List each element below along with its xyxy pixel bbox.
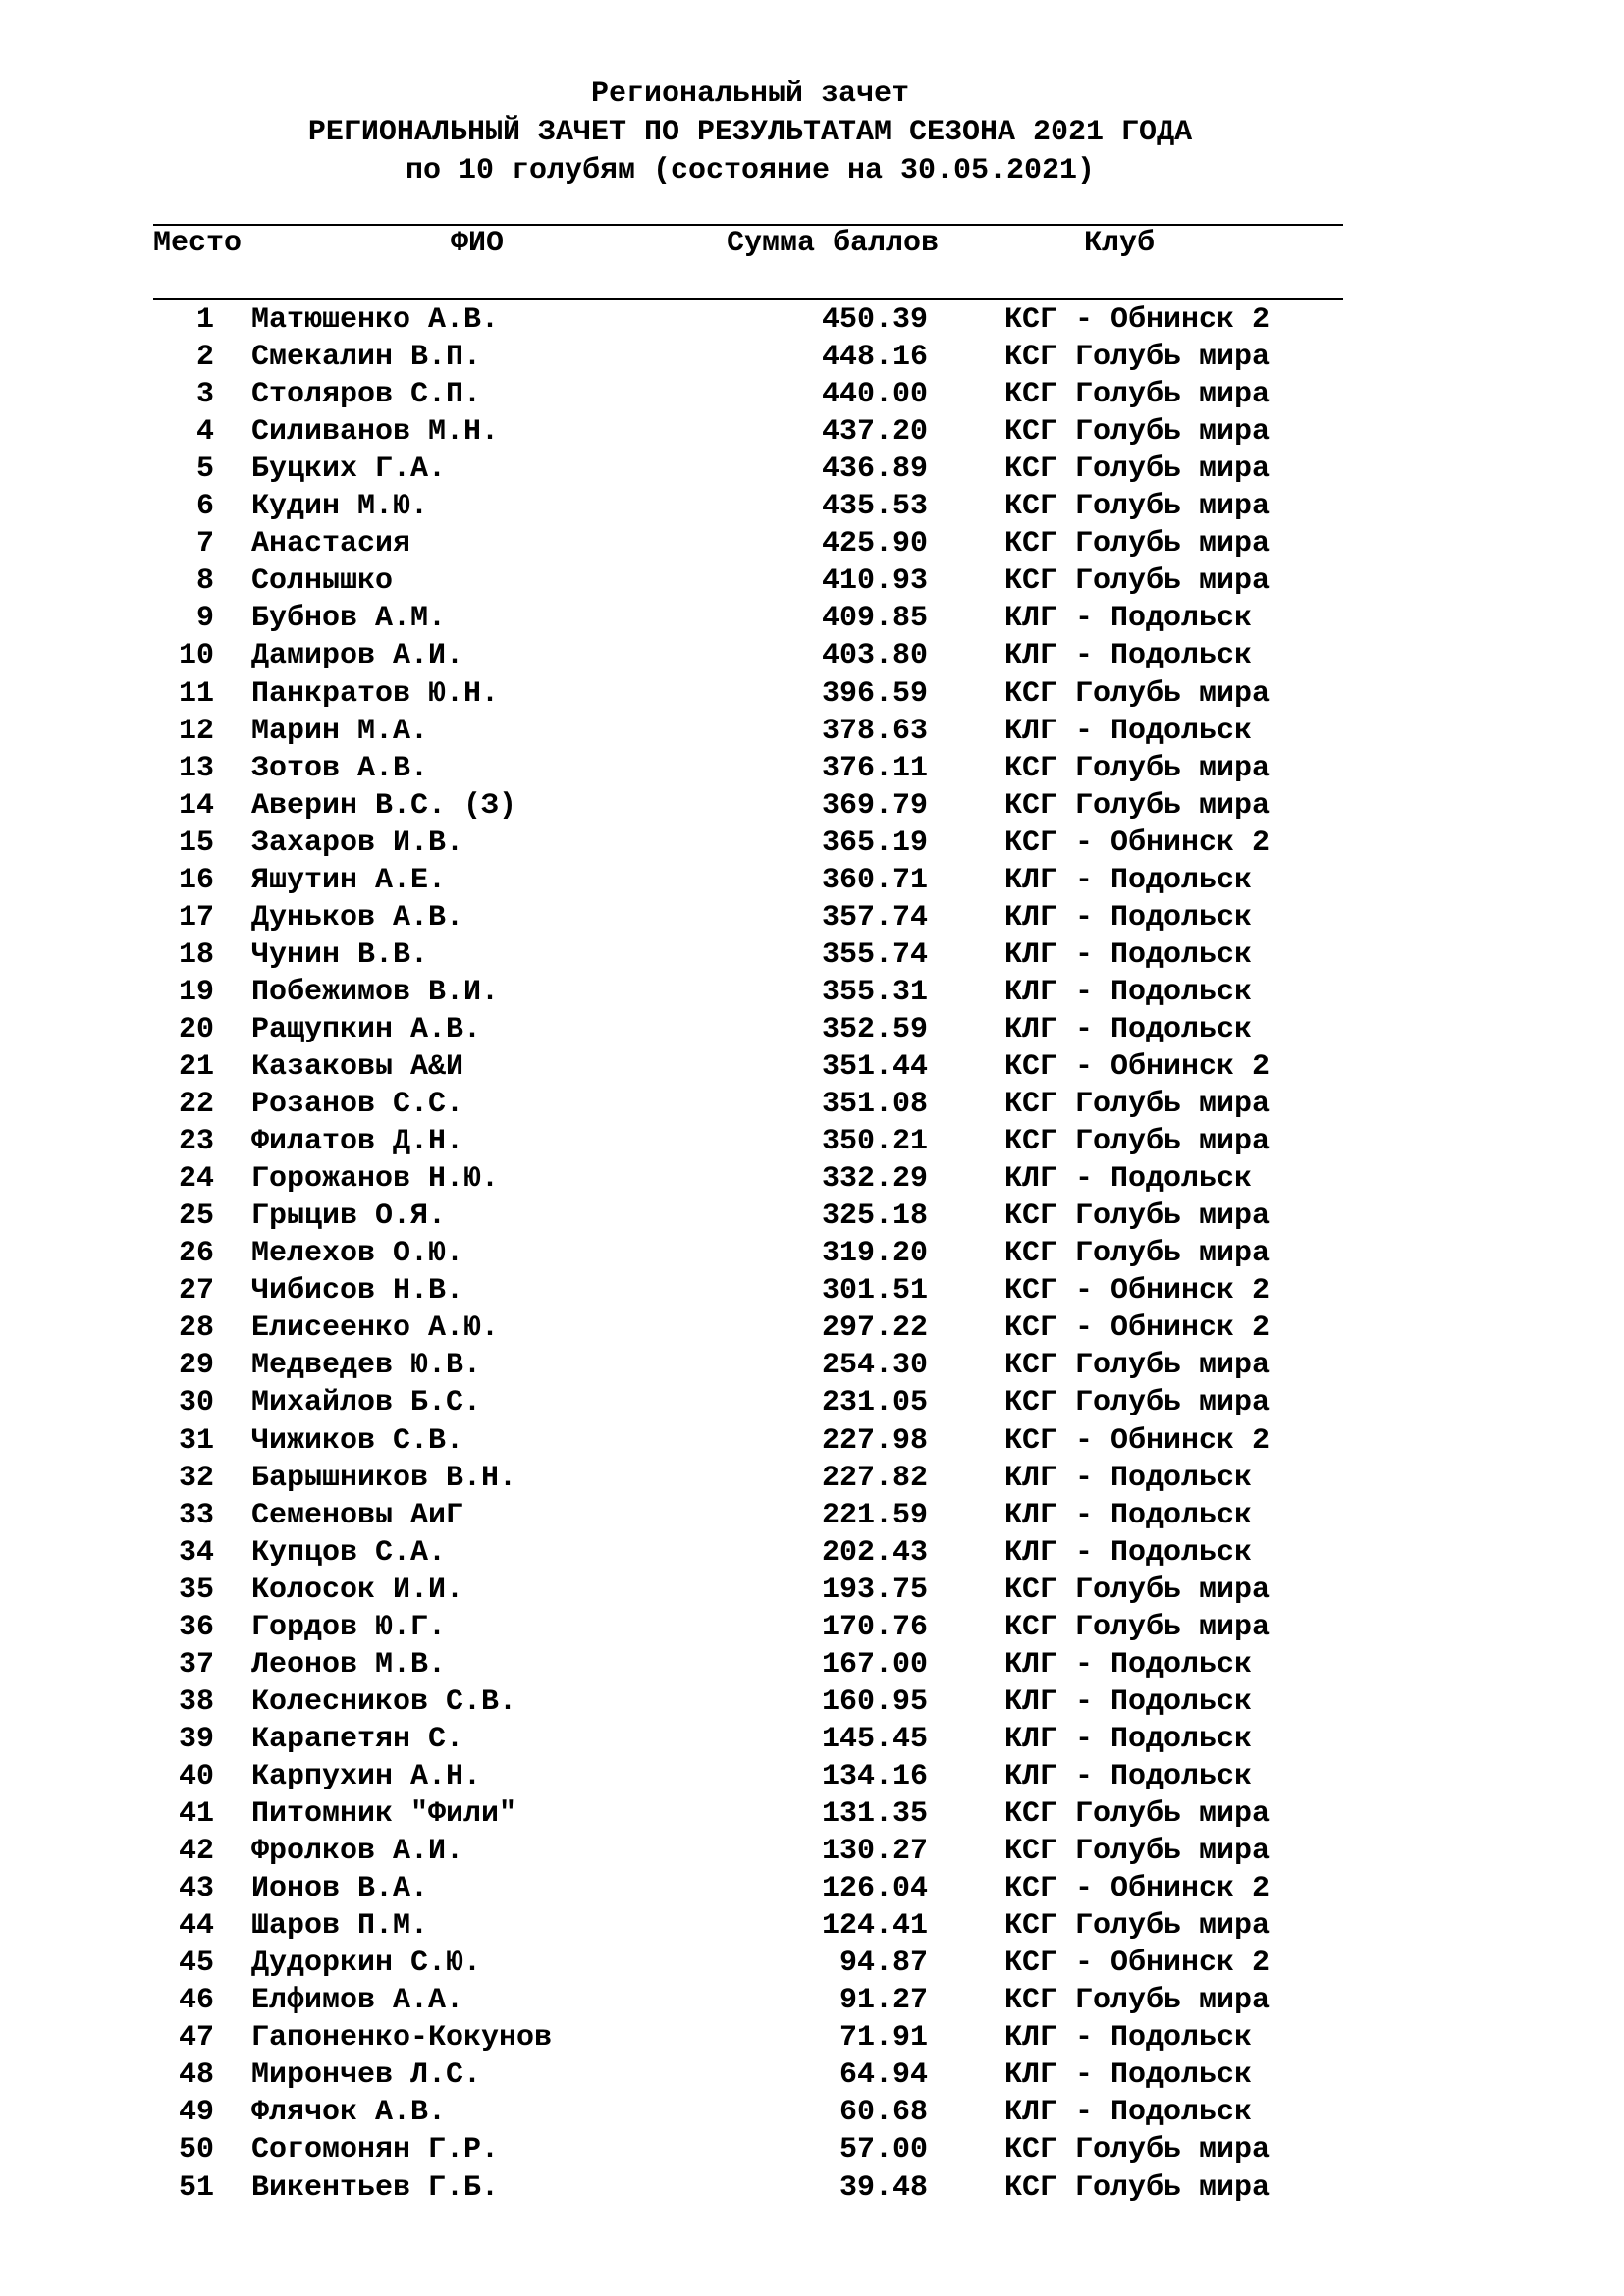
row-name: Согомонян Г.Р. (251, 2133, 500, 2167)
row-score: 231.05 (821, 1386, 928, 1420)
table-row (0, 2169, 1624, 2207)
header-bottom-rule (153, 298, 1343, 300)
table-row (0, 1086, 1624, 1123)
row-place: 50 (178, 2133, 214, 2167)
row-club: КСГ Голубь мира (1004, 1349, 1271, 1383)
row-club: КСГ - Обнинск 2 (1004, 1050, 1271, 1084)
row-name: Медведев Ю.В. (251, 1349, 482, 1383)
row-club: КСГ Голубь мира (1004, 1237, 1271, 1271)
row-place: 15 (178, 826, 214, 860)
row-score: 221.59 (821, 1498, 928, 1532)
row-club: КСГ Голубь мира (1004, 1200, 1271, 1234)
row-place: 28 (178, 1311, 214, 1346)
row-name: Буцких Г.А. (251, 453, 447, 487)
row-club: КСГ - Обнинск 2 (1004, 1423, 1271, 1458)
row-club: КСГ Голубь мира (1004, 378, 1271, 412)
row-name: Колосок И.И. (251, 1573, 464, 1607)
row-score: 130.27 (821, 1835, 928, 1869)
table-row (0, 1011, 1624, 1048)
row-place: 49 (178, 2096, 214, 2130)
row-club: КЛГ - Подольск (1004, 639, 1253, 673)
row-name: Михайлов Б.С. (251, 1386, 482, 1420)
row-score: 437.20 (821, 415, 928, 450)
row-club: КСГ - Обнинск 2 (1004, 1872, 1271, 1906)
row-place: 46 (178, 1984, 214, 2018)
row-name: Анастасия (251, 527, 411, 561)
row-score: 227.98 (821, 1423, 928, 1458)
row-club: КЛГ - Подольск (1004, 863, 1253, 897)
row-name: Зотов А.В. (251, 751, 429, 785)
row-club: КЛГ - Подольск (1004, 1162, 1253, 1197)
row-score: 160.95 (821, 1684, 928, 1719)
row-club: КСГ Голубь мира (1004, 1909, 1271, 1944)
row-score: 167.00 (821, 1647, 928, 1682)
table-row (0, 1347, 1624, 1384)
row-name: Грыцив О.Я. (251, 1200, 447, 1234)
row-score: 131.35 (821, 1797, 928, 1831)
table-row (0, 413, 1624, 451)
row-name: Викентьев Г.Б. (251, 2170, 500, 2205)
row-name: Чибисов Н.В. (251, 1274, 464, 1308)
row-place: 10 (178, 639, 214, 673)
row-club: КСГ Голубь мира (1004, 1386, 1271, 1420)
row-score: 435.53 (821, 490, 928, 524)
row-place: 45 (178, 1947, 214, 1981)
row-name: Елисеенко А.Ю. (251, 1311, 500, 1346)
row-score: 355.74 (821, 937, 928, 972)
row-club: КСГ Голубь мира (1004, 2133, 1271, 2167)
row-name: Ращупкин А.В. (251, 1012, 482, 1046)
row-club: КЛГ - Подольск (1004, 602, 1253, 636)
row-score: 448.16 (821, 341, 928, 375)
table-row (0, 1870, 1624, 1907)
row-name: Карапетян С. (251, 1722, 464, 1756)
table-row (0, 1982, 1624, 2019)
row-score: 378.63 (821, 714, 928, 748)
row-name: Чунин В.В. (251, 937, 429, 972)
row-club: КСГ Голубь мира (1004, 341, 1271, 375)
table-row (0, 1048, 1624, 1086)
row-score: 357.74 (821, 900, 928, 934)
table-row (0, 750, 1624, 787)
row-name: Столяров С.П. (251, 378, 482, 412)
row-score: 64.94 (839, 2058, 928, 2093)
table-row (0, 936, 1624, 974)
table-row (0, 1572, 1624, 1609)
table-row (0, 1160, 1624, 1198)
row-place: 36 (178, 1610, 214, 1644)
table-row (0, 1309, 1624, 1347)
table-row (0, 1609, 1624, 1646)
row-score: 60.68 (839, 2096, 928, 2130)
row-name: Марин М.А. (251, 714, 429, 748)
table-row (0, 525, 1624, 562)
row-score: 352.59 (821, 1012, 928, 1046)
row-name: Кудин М.Ю. (251, 490, 429, 524)
row-score: 410.93 (821, 564, 928, 599)
row-score: 297.22 (821, 1311, 928, 1346)
row-place: 9 (195, 602, 214, 636)
row-score: 57.00 (839, 2133, 928, 2167)
table-row (0, 1907, 1624, 1945)
row-name: Флячок А.В. (251, 2096, 447, 2130)
row-name: Побежимов В.И. (251, 975, 500, 1009)
row-club: КСГ Голубь мира (1004, 676, 1271, 711)
row-name: Силиванов М.Н. (251, 415, 500, 450)
row-score: 39.48 (839, 2170, 928, 2205)
row-score: 202.43 (821, 1535, 928, 1570)
row-name: Питомник "Фили" (251, 1797, 517, 1831)
row-name: Захаров И.В. (251, 826, 464, 860)
row-place: 16 (178, 863, 214, 897)
row-place: 47 (178, 2021, 214, 2056)
row-club: КСГ Голубь мира (1004, 1573, 1271, 1607)
table-row (0, 451, 1624, 488)
table-row (0, 1758, 1624, 1795)
row-score: 145.45 (821, 1722, 928, 1756)
row-club: КСГ - Обнинск 2 (1004, 1311, 1271, 1346)
row-name: Мирончев Л.С. (251, 2058, 482, 2093)
row-club: КЛГ - Подольск (1004, 1012, 1253, 1046)
row-name: Дамиров А.И. (251, 639, 464, 673)
row-name: Мелехов О.Ю. (251, 1237, 464, 1271)
column-header-club: Клуб (1084, 227, 1156, 260)
table-row (0, 713, 1624, 750)
row-place: 11 (178, 676, 214, 711)
table-row (0, 1833, 1624, 1870)
row-club: КСГ Голубь мира (1004, 1984, 1271, 2018)
row-club: КСГ - Обнинск 2 (1004, 1947, 1271, 1981)
row-club: КСГ Голубь мира (1004, 1088, 1271, 1122)
row-club: КСГ Голубь мира (1004, 1797, 1271, 1831)
table-row (0, 301, 1624, 339)
row-score: 325.18 (821, 1200, 928, 1234)
table-row (0, 562, 1624, 600)
row-name: Горожанов Н.Ю. (251, 1162, 500, 1197)
row-club: КСГ Голубь мира (1004, 527, 1271, 561)
row-club: КЛГ - Подольск (1004, 1647, 1253, 1682)
row-score: 254.30 (821, 1349, 928, 1383)
table-row (0, 1534, 1624, 1572)
row-place: 17 (178, 900, 214, 934)
row-place: 2 (195, 341, 214, 375)
row-name: Смекалин В.П. (251, 341, 482, 375)
row-place: 43 (178, 1872, 214, 1906)
row-place: 4 (195, 415, 214, 450)
row-club: КСГ - Обнинск 2 (1004, 826, 1271, 860)
row-score: 360.71 (821, 863, 928, 897)
row-club: КСГ Голубь мира (1004, 2170, 1271, 2205)
row-score: 193.75 (821, 1573, 928, 1607)
row-score: 396.59 (821, 676, 928, 711)
row-name: Чижиков С.В. (251, 1423, 464, 1458)
row-name: Бубнов А.М. (251, 602, 447, 636)
column-header-place: Место (153, 227, 243, 260)
row-club: КЛГ - Подольск (1004, 1684, 1253, 1719)
table-row (0, 1683, 1624, 1721)
row-name: Дудоркин С.Ю. (251, 1947, 482, 1981)
row-club: КСГ Голубь мира (1004, 751, 1271, 785)
row-club: КСГ Голубь мира (1004, 788, 1271, 823)
row-club: КЛГ - Подольск (1004, 2096, 1253, 2130)
row-place: 13 (178, 751, 214, 785)
table-row (0, 1198, 1624, 1235)
row-club: КЛГ - Подольск (1004, 937, 1253, 972)
row-score: 71.91 (839, 2021, 928, 2056)
row-club: КСГ Голубь мира (1004, 1125, 1271, 1159)
row-score: 351.44 (821, 1050, 928, 1084)
row-place: 23 (178, 1125, 214, 1159)
row-place: 38 (178, 1684, 214, 1719)
row-score: 134.16 (821, 1759, 928, 1793)
column-header-name: ФИО (451, 227, 505, 260)
row-score: 450.39 (821, 303, 928, 337)
row-place: 40 (178, 1759, 214, 1793)
row-club: КСГ Голубь мира (1004, 1835, 1271, 1869)
row-place: 1 (195, 303, 214, 337)
row-name: Семеновы АиГ (251, 1498, 464, 1532)
table-row (0, 376, 1624, 413)
table-row (0, 339, 1624, 376)
row-name: Панкратов Ю.Н. (251, 676, 500, 711)
row-place: 33 (178, 1498, 214, 1532)
table-row (0, 1384, 1624, 1421)
row-name: Гордов Ю.Г. (251, 1610, 447, 1644)
row-score: 91.27 (839, 1984, 928, 2018)
row-club: КСГ Голубь мира (1004, 1610, 1271, 1644)
row-place: 22 (178, 1088, 214, 1122)
table-row (0, 488, 1624, 525)
row-name: Филатов Д.Н. (251, 1125, 464, 1159)
row-score: 355.31 (821, 975, 928, 1009)
row-score: 369.79 (821, 788, 928, 823)
table-row (0, 825, 1624, 862)
row-score: 94.87 (839, 1947, 928, 1981)
row-name: Розанов С.С. (251, 1088, 464, 1122)
row-name: Шаров П.М. (251, 1909, 429, 1944)
table-row (0, 1235, 1624, 1272)
document-title: Региональный зачет (590, 78, 910, 111)
table-row (0, 1945, 1624, 1982)
row-score: 332.29 (821, 1162, 928, 1197)
table-row (0, 899, 1624, 936)
row-place: 20 (178, 1012, 214, 1046)
row-club: КЛГ - Подольск (1004, 1461, 1253, 1495)
row-place: 7 (195, 527, 214, 561)
table-row (0, 2094, 1624, 2131)
row-name: Барышников В.Н. (251, 1461, 517, 1495)
row-place: 35 (178, 1573, 214, 1607)
table-row (0, 2019, 1624, 2056)
row-place: 19 (178, 975, 214, 1009)
row-place: 41 (178, 1797, 214, 1831)
row-score: 124.41 (821, 1909, 928, 1944)
row-name: Аверин В.С. (З) (251, 788, 517, 823)
table-row (0, 675, 1624, 713)
row-place: 6 (195, 490, 214, 524)
row-club: КСГ Голубь мира (1004, 415, 1271, 450)
row-place: 3 (195, 378, 214, 412)
row-club: КЛГ - Подольск (1004, 975, 1253, 1009)
row-club: КСГ - Обнинск 2 (1004, 1274, 1271, 1308)
row-place: 26 (178, 1237, 214, 1271)
row-place: 24 (178, 1162, 214, 1197)
column-header-score: Сумма баллов (727, 227, 940, 260)
row-club: КЛГ - Подольск (1004, 2021, 1253, 2056)
row-club: КЛГ - Подольск (1004, 2058, 1253, 2093)
row-name: Яшутин А.Е. (251, 863, 447, 897)
row-club: КЛГ - Подольск (1004, 1759, 1253, 1793)
table-row (0, 1795, 1624, 1833)
table-row (0, 637, 1624, 674)
row-club: КЛГ - Подольск (1004, 1722, 1253, 1756)
row-place: 25 (178, 1200, 214, 1234)
document-subtitle-date: по 10 голубям (состояние на 30.05.2021) (405, 154, 1096, 187)
row-name: Гапоненко-Кокунов (251, 2021, 553, 2056)
row-place: 44 (178, 1909, 214, 1944)
row-place: 32 (178, 1461, 214, 1495)
row-score: 365.19 (821, 826, 928, 860)
row-score: 409.85 (821, 602, 928, 636)
row-place: 21 (178, 1050, 214, 1084)
row-club: КСГ Голубь мира (1004, 453, 1271, 487)
row-place: 30 (178, 1386, 214, 1420)
row-place: 51 (178, 2170, 214, 2205)
row-place: 42 (178, 1835, 214, 1869)
row-score: 227.82 (821, 1461, 928, 1495)
row-name: Елфимов А.А. (251, 1984, 464, 2018)
table-row (0, 1460, 1624, 1497)
row-club: КСГ - Обнинск 2 (1004, 303, 1271, 337)
row-place: 14 (178, 788, 214, 823)
row-score: 350.21 (821, 1125, 928, 1159)
row-name: Ионов В.А. (251, 1872, 429, 1906)
row-place: 34 (178, 1535, 214, 1570)
table-row (0, 1123, 1624, 1160)
row-score: 351.08 (821, 1088, 928, 1122)
row-name: Фролков А.И. (251, 1835, 464, 1869)
table-row (0, 2056, 1624, 2094)
table-row (0, 2131, 1624, 2168)
row-score: 436.89 (821, 453, 928, 487)
row-club: КЛГ - Подольск (1004, 1535, 1253, 1570)
row-name: Дуньков А.В. (251, 900, 464, 934)
row-name: Колесников С.В. (251, 1684, 517, 1719)
row-score: 425.90 (821, 527, 928, 561)
table-row (0, 974, 1624, 1011)
row-score: 301.51 (821, 1274, 928, 1308)
row-score: 126.04 (821, 1872, 928, 1906)
table-row (0, 600, 1624, 637)
row-place: 39 (178, 1722, 214, 1756)
row-place: 29 (178, 1349, 214, 1383)
document-subtitle: РЕГИОНАЛЬНЫЙ ЗАЧЕТ ПО РЕЗУЛЬТАТАМ СЕЗОНА 2021 ГОДА (307, 116, 1193, 149)
row-name: Карпухин А.Н. (251, 1759, 482, 1793)
row-name: Казаковы А&И (251, 1050, 464, 1084)
table-row (0, 1422, 1624, 1460)
row-place: 31 (178, 1423, 214, 1458)
row-club: КЛГ - Подольск (1004, 714, 1253, 748)
row-place: 37 (178, 1647, 214, 1682)
row-club: КЛГ - Подольск (1004, 1498, 1253, 1532)
row-place: 18 (178, 937, 214, 972)
table-row (0, 1497, 1624, 1534)
table-row (0, 1272, 1624, 1309)
table-row (0, 1646, 1624, 1683)
row-name: Купцов С.А. (251, 1535, 447, 1570)
row-club: КСГ Голубь мира (1004, 490, 1271, 524)
row-score: 440.00 (821, 378, 928, 412)
row-score: 170.76 (821, 1610, 928, 1644)
row-club: КСГ Голубь мира (1004, 564, 1271, 599)
row-place: 8 (195, 564, 214, 599)
row-name: Солнышко (251, 564, 394, 599)
row-name: Леонов М.В. (251, 1647, 447, 1682)
table-row (0, 862, 1624, 899)
row-score: 319.20 (821, 1237, 928, 1271)
row-score: 376.11 (821, 751, 928, 785)
row-club: КЛГ - Подольск (1004, 900, 1253, 934)
row-place: 48 (178, 2058, 214, 2093)
row-name: Матюшенко А.В. (251, 303, 500, 337)
table-row (0, 787, 1624, 825)
table-row (0, 1721, 1624, 1758)
row-place: 12 (178, 714, 214, 748)
row-place: 27 (178, 1274, 214, 1308)
row-score: 403.80 (821, 639, 928, 673)
row-place: 5 (195, 453, 214, 487)
